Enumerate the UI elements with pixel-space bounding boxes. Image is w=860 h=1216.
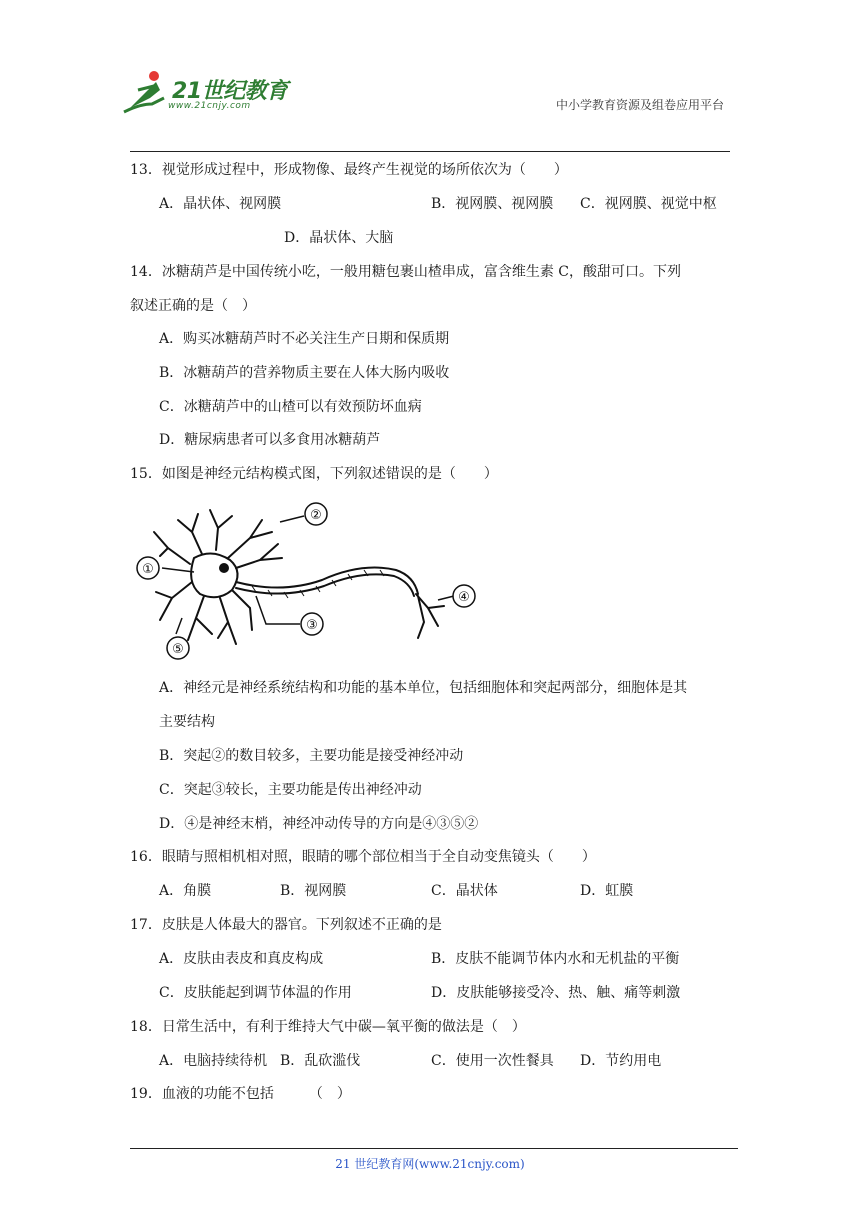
q17-option-b: B．皮肤不能调节体内水和无机盐的平衡 <box>431 951 680 967</box>
q13-stem: 13．视觉形成过程中，形成物像、最终产生视觉的场所依次为（ ） <box>130 162 568 178</box>
footer-divider <box>130 1148 738 1149</box>
q13-option-c: C．视网膜、视觉中枢 <box>580 196 717 212</box>
q17-stem: 17．皮肤是人体最大的器官。下列叙述不正确的是 <box>130 917 442 933</box>
q13-option-b: B．视网膜、视网膜 <box>431 196 554 212</box>
q17-option-a: A．皮肤由表皮和真皮构成 <box>159 951 324 967</box>
logo-text: 21世纪教育 <box>172 79 288 104</box>
q15-stem: 15．如图是神经元结构模式图，下列叙述错误的是（ ） <box>130 466 498 482</box>
header-divider <box>130 151 730 152</box>
q15-option-a-line1: A．神经元是神经系统结构和功能的基本单位，包括细胞体和突起两部分，细胞体是其 <box>159 680 688 696</box>
q17-option-c: C．皮肤能起到调节体温的作用 <box>159 985 352 1001</box>
neuron-label-1: ① <box>142 562 154 577</box>
q15-option-c: C．突起③较长，主要功能是传出神经冲动 <box>159 782 422 798</box>
footer-link[interactable]: 21 世纪教育网(www.21cnjy.com) <box>335 1157 525 1171</box>
q18-option-c: C．使用一次性餐具 <box>431 1053 554 1069</box>
neuron-label-2: ② <box>310 508 322 523</box>
q13-option-a: A．晶状体、视网膜 <box>159 196 282 212</box>
q14-option-d: D．糖尿病患者可以多食用冰糖葫芦 <box>159 432 381 448</box>
q15-option-d: D．④是神经末梢，神经冲动传导的方向是④③⑤② <box>159 816 479 832</box>
q17-option-d: D．皮肤能够接受冷、热、触、痛等刺激 <box>431 985 681 1001</box>
q14-stem-line2: 叙述正确的是（ ） <box>130 298 256 314</box>
q16-option-b: B．视网膜 <box>280 883 347 899</box>
q19-stem: 19．血液的功能不包括 （ ） <box>130 1086 351 1102</box>
neuron-diagram <box>132 498 482 663</box>
platform-name: 中小学教育资源及组卷应用平台 <box>555 98 724 112</box>
q18-stem: 18．日常生活中，有利于维持大气中碳—氧平衡的做法是（ ） <box>130 1019 526 1035</box>
neuron-label-4: ④ <box>458 590 470 605</box>
q15-option-b: B．突起②的数目较多，主要功能是接受神经冲动 <box>159 748 464 764</box>
q18-option-b: B．乱砍滥伐 <box>280 1053 361 1069</box>
q16-option-d: D．虹膜 <box>580 883 634 899</box>
q14-option-a: A．购买冰糖葫芦时不必关注生产日期和保质期 <box>159 331 450 347</box>
q14-option-b: B．冰糖葫芦的营养物质主要在人体大肠内吸收 <box>159 365 450 381</box>
runner-logo-icon <box>120 68 170 116</box>
q16-stem: 16．眼睛与照相机相对照，眼睛的哪个部位相当于全自动变焦镜头（ ） <box>130 849 596 865</box>
q14-option-c: C．冰糖葫芦中的山楂可以有效预防坏血病 <box>159 399 422 415</box>
neuron-label-3: ③ <box>306 618 318 633</box>
q18-option-d: D．节约用电 <box>580 1053 662 1069</box>
q18-option-a: A．电脑持续待机 <box>159 1053 268 1069</box>
q15-option-a-line2: 主要结构 <box>159 714 215 730</box>
q16-option-c: C．晶状体 <box>431 883 498 899</box>
q16-option-a: A．角膜 <box>159 883 212 899</box>
q14-stem-line1: 14．冰糖葫芦是中国传统小吃，一般用糖包裹山楂串成，富含维生素 C，酸甜可口。下列 <box>130 264 681 280</box>
q13-option-d: D．晶状体、大脑 <box>284 230 394 246</box>
logo-url: www.21cnjy.com <box>168 101 251 111</box>
neuron-label-5: ⑤ <box>172 642 184 657</box>
site-logo <box>120 68 295 118</box>
